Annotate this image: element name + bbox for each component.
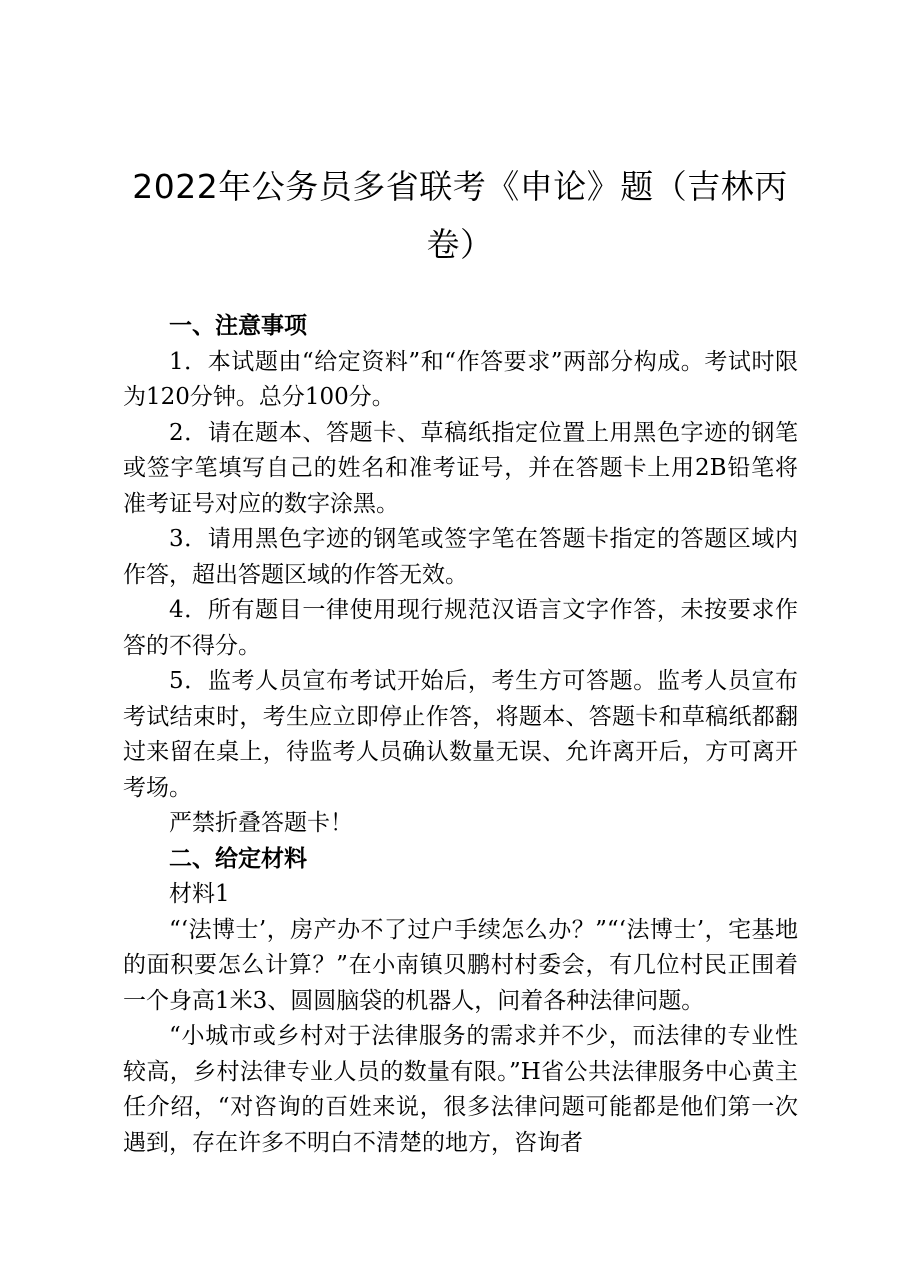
notice-item-5: 5．监考人员宣布考试开始后，考生方可答题。监考人员宣布考试结束时，考生应立即停止作答，将题本、答题卡和草稿纸都翻过来留在桌上，待监考人员确认数量无误、允许离开后，方可离开考场。 [123,668,798,801]
notice-item-2: 2．请在题本、答题卡、草稿纸指定位置上用黑色字迹的钢笔或签字笔填写自己的姓名和准考证号，并在答题卡上用2B铅笔将准考证号对应的数字涂黑。 [123,419,798,517]
section-heading-materials: 二、给定材料 [169,845,307,872]
notice-warning: 严禁折叠答题卡！ [169,810,353,836]
notice-item-1: 1．本试题由“给定资料”和“作答要求”两部分构成。考试时限为120分钟。总分100分。 [123,348,798,410]
material-label: 材料1 [169,881,230,907]
notice-item-4: 4．所有题目一律使用现行规范汉语言文字作答，未按要求作答的不得分。 [123,597,798,659]
section-heading-notice: 一、注意事项 [169,313,307,339]
document-body [123,309,798,1161]
material-paragraph-1: “‘法博士’，房产办不了过户手续怎么办？”“‘法博士’，宅基地的面积要怎么计算？”在小南镇贝鹏村村委会，有几位村民正围着一个身高1米3、圆圆脑袋的机器人，问着各种法律问题。 [123,916,798,1014]
notice-item-3: 3．请用黑色字迹的钢笔或签字笔在答题卡指定的答题区域内作答，超出答题区域的作答无效。 [123,526,798,588]
document-title: 2022年公务员多省联考《申论》题（吉林丙卷） [132,167,788,264]
material-paragraph-2: “小城市或乡村对于法律服务的需求并不少，而法律的专业性较高，乡村法律专业人员的数量有限。”H省公共法律服务中心黄主任介绍，“对咨询的百姓来说，很多法律问题可能都是他们第一次遇到，存在许多不明白不清楚的地方，咨询者 [123,1023,798,1156]
